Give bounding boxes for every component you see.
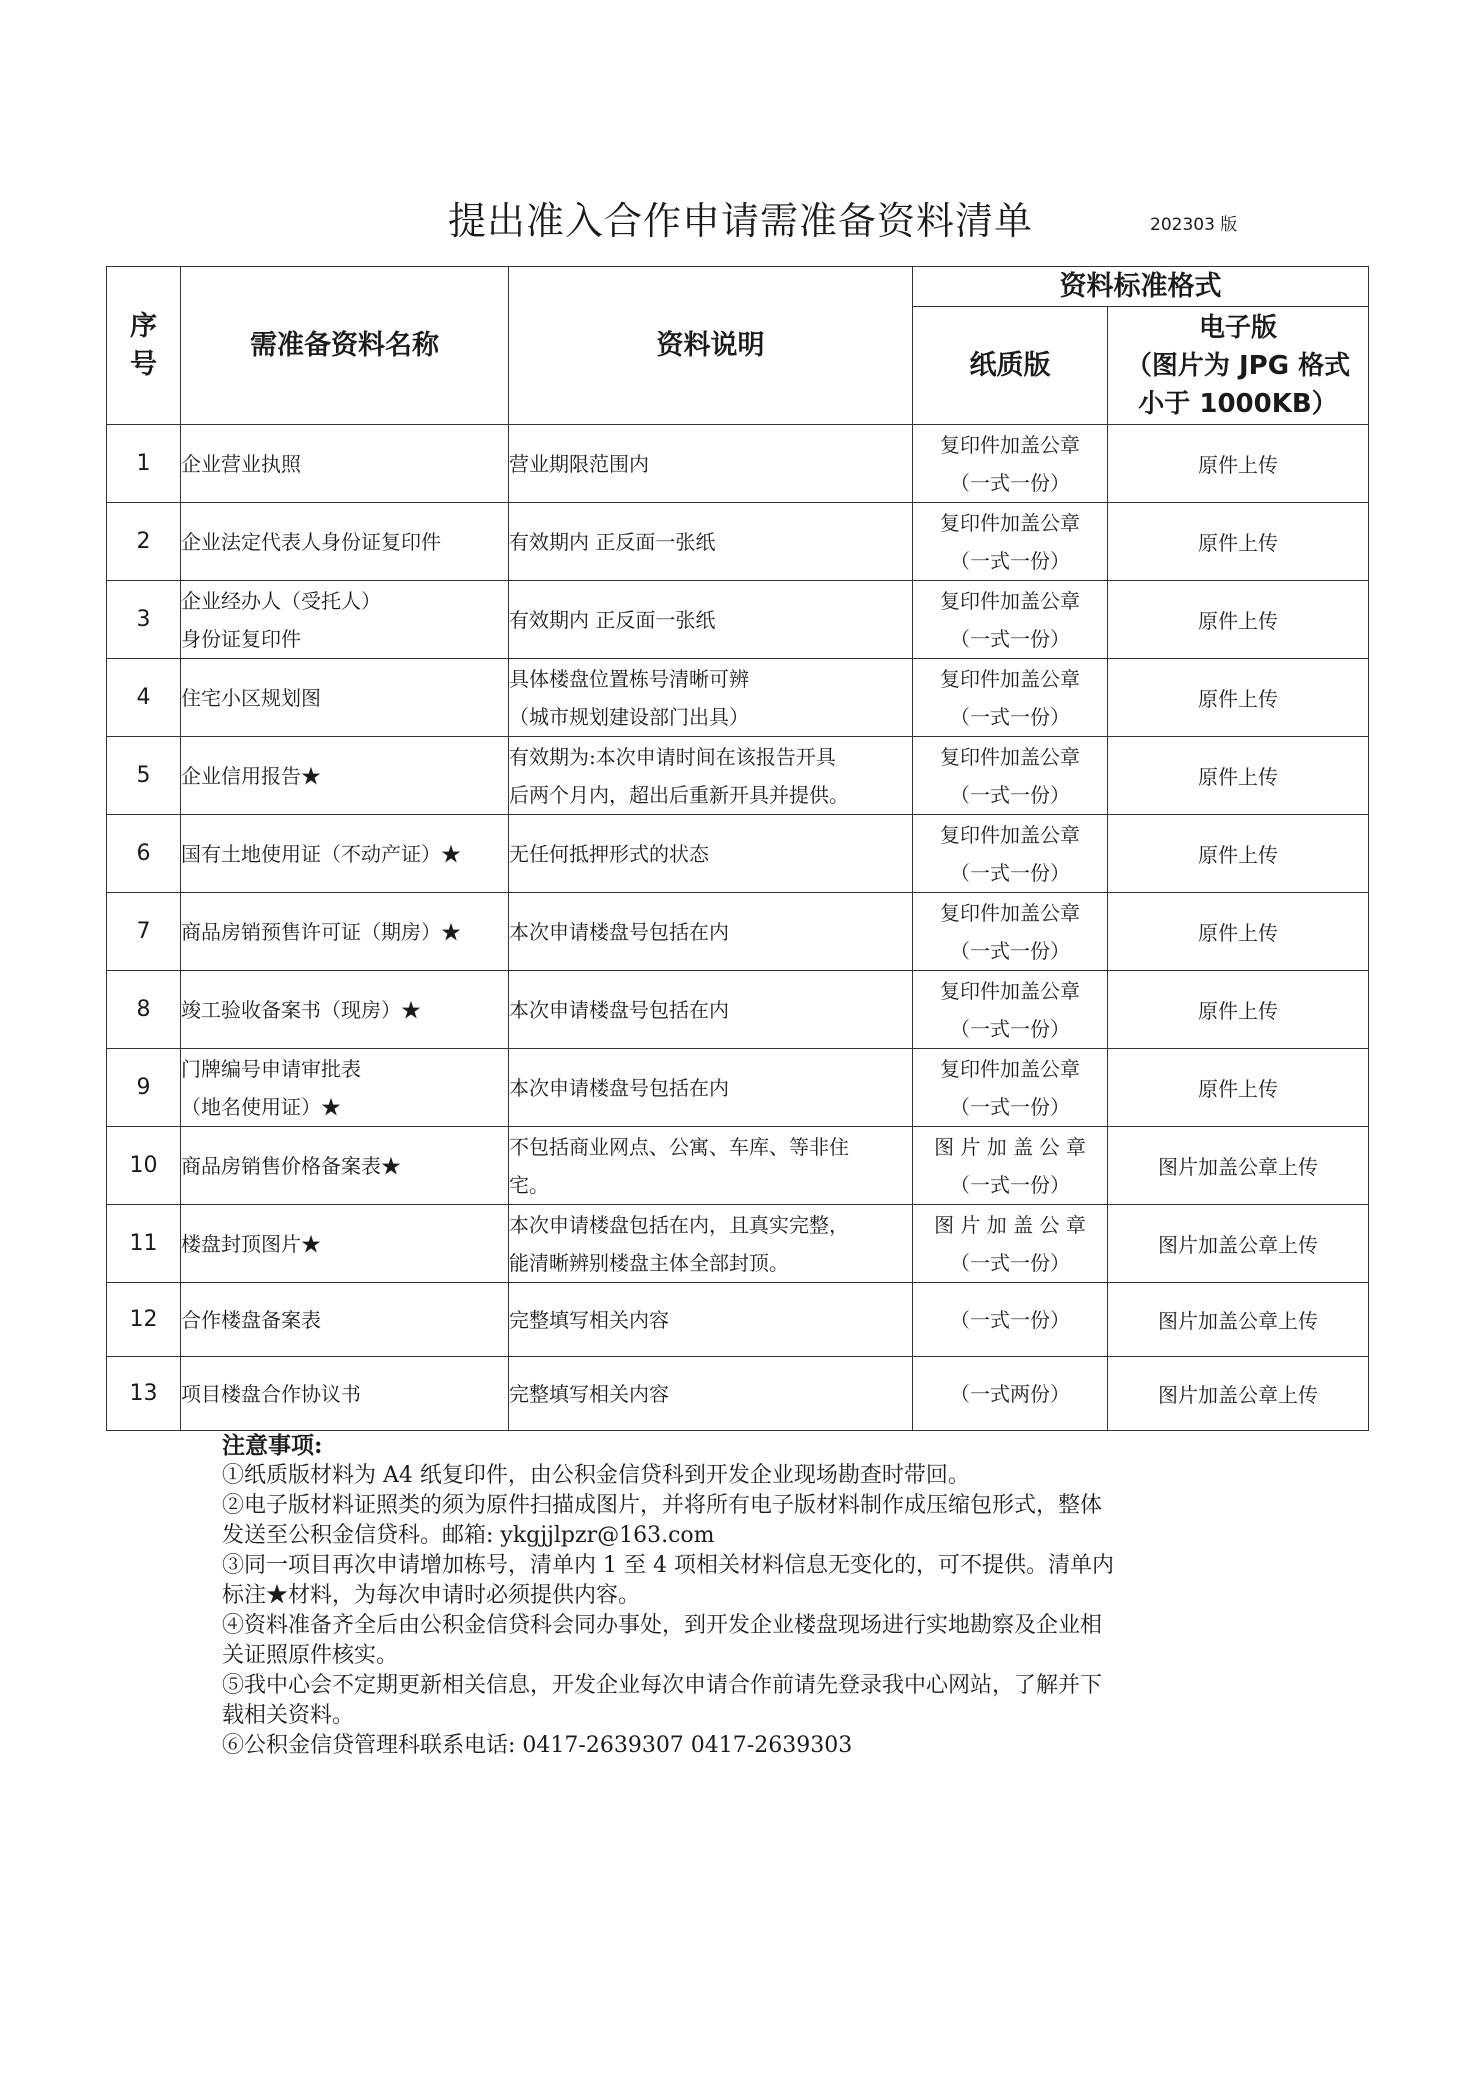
header-name: 需准备资料名称 — [181, 267, 509, 425]
electronic-format: 图片加盖公章上传 — [1108, 1283, 1369, 1357]
paper-format — [913, 425, 1108, 503]
material-name-line: （地名使用证）★ — [181, 1094, 341, 1119]
material-desc-line: 有效期为:本次申请时间在该报告开具 — [509, 744, 836, 769]
material-desc-line: 本次申请楼盘号包括在内 — [509, 1075, 729, 1100]
table-row — [107, 815, 1369, 893]
material-name-line: 项目楼盘合作协议书 — [181, 1381, 361, 1406]
row-number: 4 — [107, 659, 181, 737]
material-name — [181, 971, 509, 1049]
material-desc-line: 无任何抵押形式的状态 — [509, 841, 709, 866]
table-row — [107, 1283, 1369, 1357]
paper-format-line: 复印件加盖公章 — [940, 822, 1080, 847]
paper-format-line: （一式一份） — [950, 938, 1070, 963]
electronic-format: 图片加盖公章上传 — [1108, 1127, 1369, 1205]
material-desc — [509, 737, 913, 815]
material-name-line: 商品房销售价格备案表★ — [181, 1153, 401, 1178]
header-desc: 资料说明 — [509, 267, 913, 425]
paper-format-line: （一式一份） — [950, 704, 1070, 729]
table-row — [107, 1205, 1369, 1283]
note-line: ⑤我中心会不定期更新相关信息，开发企业每次申请合作前请先登录我中心网站，了解并下 — [222, 1673, 1103, 1698]
table-row — [107, 659, 1369, 737]
page-title: 提出准入合作申请需准备资料清单 — [448, 199, 1034, 243]
paper-format-line: 复印件加盖公章 — [940, 1056, 1080, 1081]
material-name — [181, 581, 509, 659]
paper-format — [913, 815, 1108, 893]
electronic-format: 原件上传 — [1108, 659, 1369, 737]
material-name — [181, 815, 509, 893]
header-electronic-line2: （图片为 JPG 格式 — [1125, 350, 1351, 381]
material-name-line: 商品房销预售许可证（期房）★ — [181, 919, 461, 944]
note-line: 载相关资料。 — [222, 1703, 355, 1728]
material-name — [181, 425, 509, 503]
material-desc-line: 本次申请楼盘号包括在内 — [509, 997, 729, 1022]
table-row — [107, 503, 1369, 581]
material-desc-line: 有效期内 正反面一张纸 — [509, 529, 716, 554]
paper-format-line: （一式一份） — [950, 470, 1070, 495]
row-number: 11 — [107, 1205, 181, 1283]
paper-format-line: 复印件加盖公章 — [940, 588, 1080, 613]
note-line: ②电子版材料证照类的须为原件扫描成图片，并将所有电子版材料制作成压缩包形式，整体 — [222, 1493, 1103, 1518]
electronic-format: 原件上传 — [1108, 503, 1369, 581]
electronic-format: 原件上传 — [1108, 1049, 1369, 1127]
electronic-format: 原件上传 — [1108, 971, 1369, 1049]
material-desc-line: 营业期限范围内 — [509, 451, 649, 476]
material-desc-line: 完整填写相关内容 — [509, 1381, 669, 1406]
header-electronic-line3: 小于 1000KB） — [1138, 388, 1338, 419]
material-name — [181, 1127, 509, 1205]
paper-format — [913, 1127, 1108, 1205]
electronic-format: 原件上传 — [1108, 815, 1369, 893]
paper-format-line: （一式两份） — [950, 1381, 1070, 1406]
note-line: ④资料准备齐全后由公积金信贷科会同办事处，到开发企业楼盘现场进行实地勘察及企业相 — [222, 1613, 1103, 1638]
row-number: 6 — [107, 815, 181, 893]
electronic-format: 原件上传 — [1108, 425, 1369, 503]
paper-format — [913, 1357, 1108, 1431]
material-name-line: 国有土地使用证（不动产证）★ — [181, 841, 461, 866]
paper-format-line: （一式一份） — [950, 1172, 1070, 1197]
electronic-format: 图片加盖公章上传 — [1108, 1357, 1369, 1431]
paper-format-line: （一式一份） — [950, 548, 1070, 573]
material-desc — [509, 1357, 913, 1431]
paper-format — [913, 503, 1108, 581]
material-name-line: 竣工验收备案书（现房）★ — [181, 997, 421, 1022]
material-name-line: 企业法定代表人身份证复印件 — [181, 529, 441, 554]
row-number: 1 — [107, 425, 181, 503]
material-name — [181, 737, 509, 815]
material-name — [181, 1049, 509, 1127]
header-paper: 纸质版 — [913, 307, 1108, 425]
note-line: ⑥公积金信贷管理科联系电话: 0417-2639307 0417-2639303 — [222, 1733, 853, 1758]
notes-title: 注意事项: — [222, 1432, 323, 1459]
table-row — [107, 1049, 1369, 1127]
paper-format-line: 图 片 加 盖 公 章 — [934, 1134, 1086, 1159]
material-name-line: 企业经办人（受托人） — [181, 588, 381, 613]
row-number: 5 — [107, 737, 181, 815]
material-name-line: 企业信用报告★ — [181, 763, 321, 788]
paper-format-line: （一式一份） — [950, 860, 1070, 885]
material-desc-line: 能清晰辨别楼盘主体全部封顶。 — [509, 1250, 789, 1275]
header-electronic — [1108, 307, 1369, 425]
material-desc — [509, 1283, 913, 1357]
paper-format — [913, 659, 1108, 737]
header-electronic-line1: 电子版 — [1198, 312, 1277, 343]
material-name — [181, 659, 509, 737]
paper-format — [913, 893, 1108, 971]
material-desc-line: 有效期内 正反面一张纸 — [509, 607, 716, 632]
electronic-format: 图片加盖公章上传 — [1108, 1205, 1369, 1283]
row-number: 8 — [107, 971, 181, 1049]
note-line: ①纸质版材料为 A4 纸复印件，由公积金信贷科到开发企业现场勘查时带回。 — [222, 1463, 970, 1488]
electronic-format: 原件上传 — [1108, 737, 1369, 815]
paper-format-line: （一式一份） — [950, 1094, 1070, 1119]
material-desc — [509, 425, 913, 503]
row-number: 9 — [107, 1049, 181, 1127]
material-desc-line: （城市规划建设部门出具） — [509, 704, 749, 729]
note-line: 标注★材料，为每次申请时必须提供内容。 — [222, 1583, 641, 1608]
paper-format — [913, 1283, 1108, 1357]
material-desc — [509, 1049, 913, 1127]
material-name-line: 门牌编号申请审批表 — [181, 1056, 361, 1081]
material-desc — [509, 581, 913, 659]
paper-format-line: （一式一份） — [950, 1307, 1070, 1332]
row-number: 10 — [107, 1127, 181, 1205]
header-format: 资料标准格式 — [913, 267, 1369, 307]
material-desc-line: 具体楼盘位置栋号清晰可辨 — [509, 666, 749, 691]
row-number: 13 — [107, 1357, 181, 1431]
paper-format-line: （一式一份） — [950, 1250, 1070, 1275]
paper-format-line: 复印件加盖公章 — [940, 900, 1080, 925]
material-desc-line: 不包括商业网点、公寓、车库、等非住 — [509, 1134, 849, 1159]
material-desc — [509, 503, 913, 581]
material-desc-line: 宅。 — [509, 1172, 549, 1197]
material-name — [181, 1205, 509, 1283]
material-name-line: 住宅小区规划图 — [181, 685, 321, 710]
header-seq — [107, 267, 181, 425]
material-desc — [509, 1127, 913, 1205]
table-row — [107, 581, 1369, 659]
notes-section — [222, 1431, 1272, 1761]
material-name-line: 楼盘封顶图片★ — [181, 1231, 321, 1256]
paper-format — [913, 737, 1108, 815]
material-desc-line: 完整填写相关内容 — [509, 1307, 669, 1332]
table-row — [107, 737, 1369, 815]
material-name — [181, 1283, 509, 1357]
material-desc — [509, 659, 913, 737]
row-number: 2 — [107, 503, 181, 581]
paper-format-line: （一式一份） — [950, 626, 1070, 651]
paper-format-line: 复印件加盖公章 — [940, 510, 1080, 535]
row-number: 3 — [107, 581, 181, 659]
material-name-line: 身份证复印件 — [181, 626, 301, 651]
version-label: 202303 版 — [1150, 215, 1238, 235]
row-number: 7 — [107, 893, 181, 971]
material-desc-line: 后两个月内，超出后重新开具并提供。 — [509, 782, 849, 807]
row-number: 12 — [107, 1283, 181, 1357]
electronic-format: 原件上传 — [1108, 581, 1369, 659]
paper-format — [913, 1049, 1108, 1127]
electronic-format: 原件上传 — [1108, 893, 1369, 971]
paper-format-line: （一式一份） — [950, 782, 1070, 807]
table-row — [107, 1127, 1369, 1205]
paper-format-line: 复印件加盖公章 — [940, 666, 1080, 691]
note-line: ③同一项目再次申请增加栋号，清单内 1 至 4 项相关材料信息无变化的，可不提供。清单内 — [222, 1553, 1114, 1578]
table-row — [107, 893, 1369, 971]
material-desc-line: 本次申请楼盘包括在内，且真实完整， — [509, 1212, 849, 1237]
paper-format — [913, 581, 1108, 659]
table-row — [107, 1357, 1369, 1431]
table-row — [107, 425, 1369, 503]
material-desc-line: 本次申请楼盘号包括在内 — [509, 919, 729, 944]
material-desc — [509, 815, 913, 893]
paper-format — [913, 971, 1108, 1049]
paper-format-line: 复印件加盖公章 — [940, 432, 1080, 457]
material-desc — [509, 1205, 913, 1283]
material-desc — [509, 971, 913, 1049]
materials-table — [106, 266, 1369, 1431]
paper-format-line: 复印件加盖公章 — [940, 978, 1080, 1003]
material-name-line: 企业营业执照 — [181, 451, 301, 476]
paper-format — [913, 1205, 1108, 1283]
note-line: 发送至公积金信贷科。邮箱: ykgjjlpzr@163.com — [222, 1523, 715, 1548]
material-name — [181, 503, 509, 581]
header-seq-text: 序号 — [130, 310, 157, 380]
paper-format-line: 复印件加盖公章 — [940, 744, 1080, 769]
material-name — [181, 1357, 509, 1431]
material-name — [181, 893, 509, 971]
material-desc — [509, 893, 913, 971]
note-line: 关证照原件核实。 — [222, 1643, 399, 1668]
table-row — [107, 971, 1369, 1049]
paper-format-line: 图 片 加 盖 公 章 — [934, 1212, 1086, 1237]
paper-format-line: （一式一份） — [950, 1016, 1070, 1041]
material-name-line: 合作楼盘备案表 — [181, 1307, 321, 1332]
